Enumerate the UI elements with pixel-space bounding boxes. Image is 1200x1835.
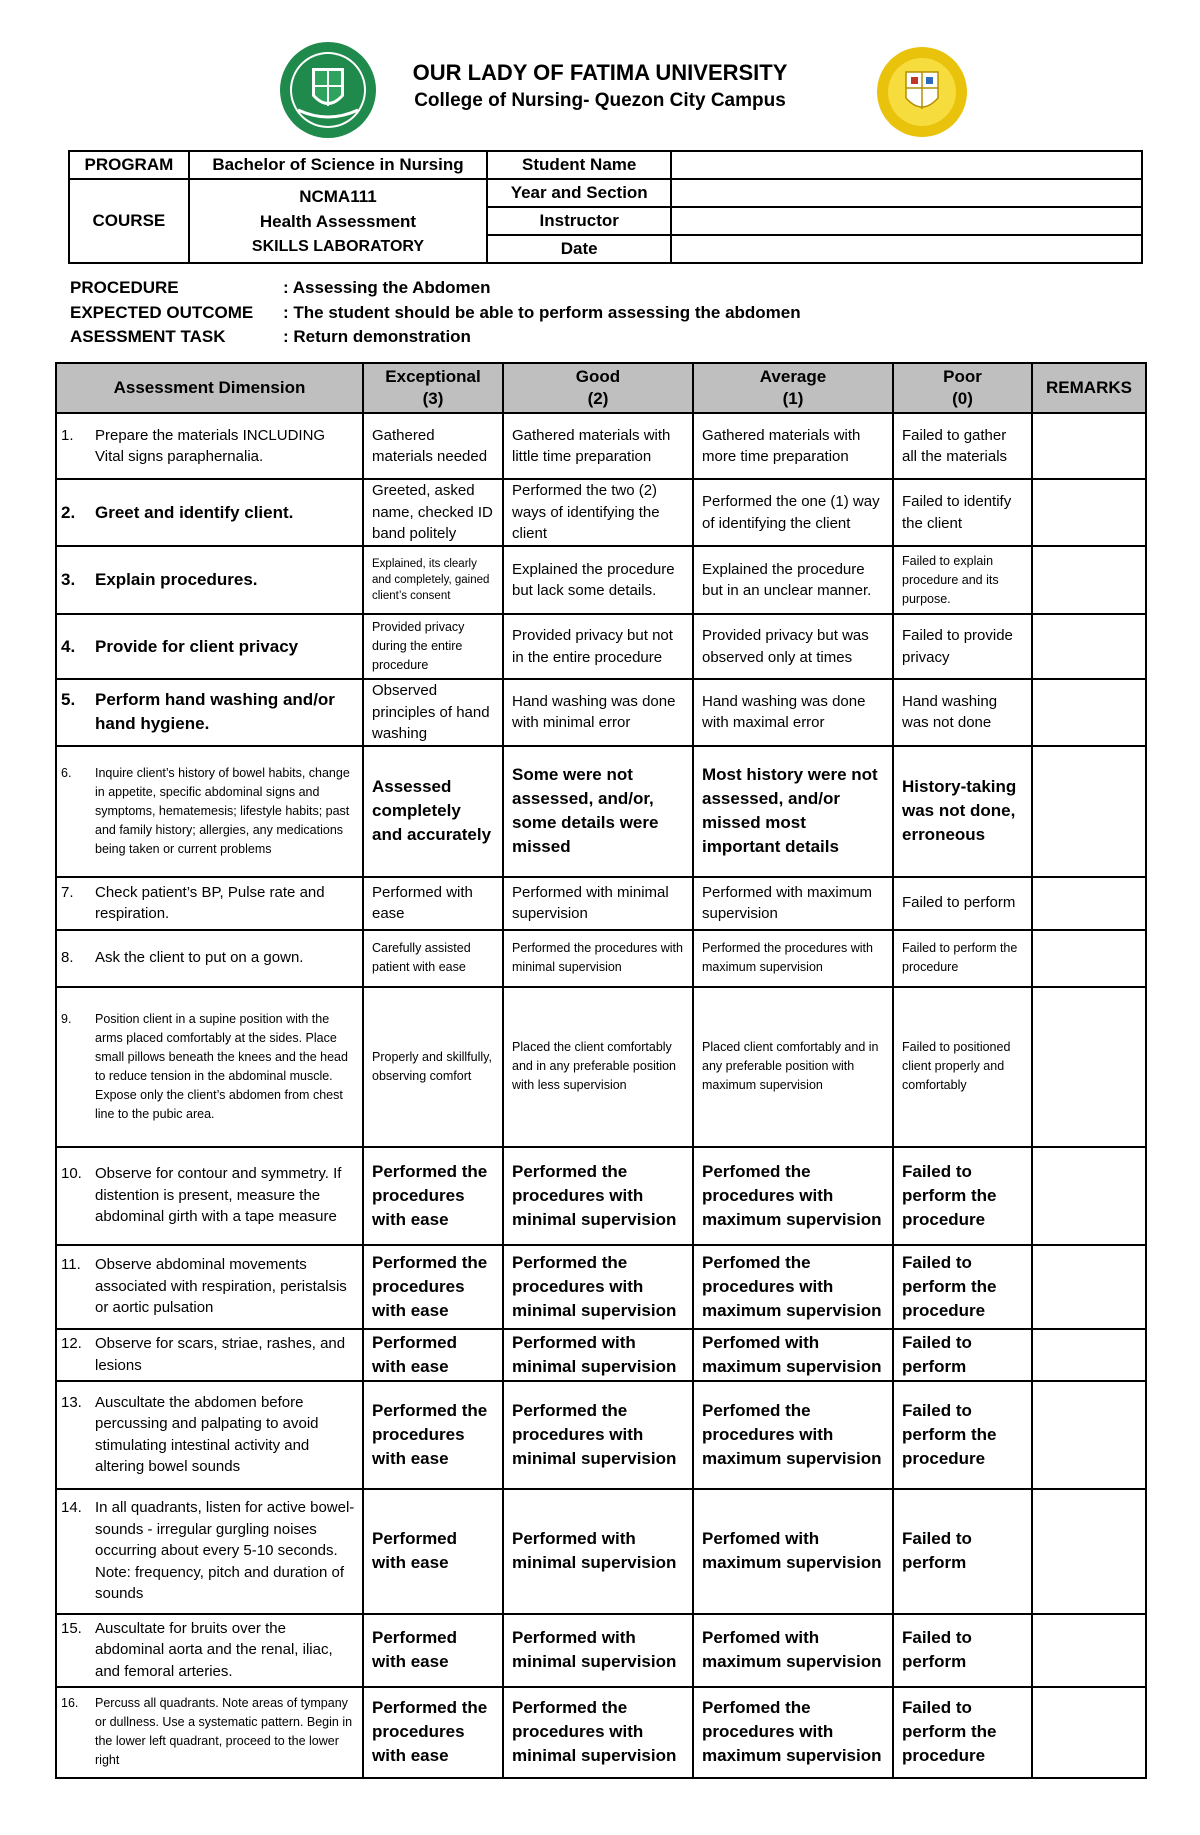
poor-cell: Failed to perform the procedure (893, 1147, 1032, 1245)
course-name: Health Assessment (259, 211, 417, 231)
exceptional-cell: Performed with ease (363, 1614, 503, 1687)
date-label: Date (487, 235, 671, 263)
good-cell: Placed the client comfortably and in any preferable position with less supervision (503, 987, 693, 1147)
rubric-row (56, 1381, 1146, 1489)
dimension-text: Provide for client privacy (95, 636, 299, 656)
item-number: 1. (61, 426, 74, 444)
dimension-text: Observe for contour and symmetry. If distention is present, measure the abdominal girth with a tape measure (95, 1165, 342, 1226)
dimension-text: Check patient’s BP, Pulse rate and respiration. (95, 883, 325, 922)
remarks-cell[interactable] (1032, 1687, 1146, 1778)
good-cell: Performed with minimal supervision (503, 1329, 693, 1381)
good-cell: Performed the two (2) ways of identifying the client (503, 479, 693, 546)
item-number: 5. (61, 690, 76, 710)
remarks-cell[interactable] (1032, 1147, 1146, 1245)
item-number: 6. (61, 765, 72, 780)
course-type: SKILLS LABORATORY (251, 237, 425, 255)
dimension-text: Position client in a supine position with the arms placed comfortably at the sides. Place small pillows beneath the knees and the head to reduce tension in the abdominal muscle. Expose only the client’s abdomen from chest line to the pubic area. (95, 1011, 348, 1121)
exceptional-cell: Gathered materials needed (363, 413, 503, 479)
student-name-label: Student Name (487, 151, 671, 179)
procedure-value: : Assessing the Abdomen (283, 278, 491, 297)
poor-cell: Failed to perform (893, 877, 1032, 930)
average-cell: Most history were not assessed, and/or missed most important details (693, 746, 893, 877)
item-number: 14. (61, 1499, 82, 1517)
good-cell: Performed the procedures with minimal supervision (503, 930, 693, 987)
remarks-cell[interactable] (1032, 746, 1146, 877)
rubric-row (56, 413, 1146, 479)
exceptional-cell: Performed the procedures with ease (363, 1245, 503, 1329)
exceptional-cell: Performed with ease (363, 1329, 503, 1381)
rubric-row (56, 930, 1146, 987)
remarks-cell[interactable] (1032, 1245, 1146, 1329)
dimension-text: Ask the client to put on a gown. (95, 949, 304, 967)
university-name: OUR LADY OF FATIMA UNIVERSITY (412, 60, 788, 85)
exceptional-cell: Greeted, asked name, checked ID band politely (363, 479, 503, 546)
dimension-cell (56, 987, 363, 1147)
dimension-cell (56, 413, 363, 479)
poor-cell: Hand washing was not done (893, 679, 1032, 746)
average-cell: Perfomed with maximum supervision (693, 1489, 893, 1614)
task-value: : Return demonstration (283, 327, 471, 346)
good-cell: Hand washing was done with minimal error (503, 679, 693, 746)
item-number: 15. (61, 1619, 82, 1637)
remarks-cell[interactable] (1032, 930, 1146, 987)
exceptional-cell: Performed the procedures with ease (363, 1381, 503, 1489)
year-section-label: Year and Section (487, 179, 671, 207)
remarks-cell[interactable] (1032, 413, 1146, 479)
dimension-cell (56, 546, 363, 614)
course-info-table (68, 150, 1143, 264)
exceptional-cell: Carefully assisted patient with ease (363, 930, 503, 987)
poor-cell: Failed to positioned client properly and comfortably (893, 987, 1032, 1147)
exceptional-cell: Provided privacy during the entire procedure (363, 614, 503, 679)
remarks-cell[interactable] (1032, 1489, 1146, 1614)
average-cell: Perfomed the procedures with maximum supervision (693, 1147, 893, 1245)
rubric-row (56, 1687, 1146, 1778)
dimension-text: Auscultate the abdomen before percussing and palpating to avoid stimulating intestinal activity and altering bowel sounds (95, 1393, 319, 1475)
dimension-text: Auscultate for bruits over the abdominal aorta and the renal, iliac, and femoral arteries. (95, 1619, 333, 1680)
average-cell: Performed with maximum supervision (693, 877, 893, 930)
exceptional-cell: Performed with ease (363, 877, 503, 930)
good-cell: Provided privacy but not in the entire procedure (503, 614, 693, 679)
dimension-text: Prepare the materials INCLUDING Vital signs paraphernalia. (95, 426, 326, 465)
exceptional-cell: Assessed completely and accurately (363, 746, 503, 877)
exceptional-cell: Performed the procedures with ease (363, 1147, 503, 1245)
college-name: College of Nursing- Quezon City Campus (414, 90, 786, 111)
dimension-cell (56, 1381, 363, 1489)
average-cell: Performed the procedures with maximum supervision (693, 930, 893, 987)
outcome-label: EXPECTED OUTCOME (70, 302, 254, 322)
poor-cell: History-taking was not done, erroneous (893, 746, 1032, 877)
item-number: 10. (61, 1165, 82, 1183)
good-cell: Performed with minimal supervision (503, 1489, 693, 1614)
remarks-cell[interactable] (1032, 479, 1146, 546)
poor-cell: Failed to perform the procedure (893, 1245, 1032, 1329)
instructor-label: Instructor (487, 207, 671, 235)
dimension-text: Explain procedures. (95, 570, 258, 589)
good-cell: Gathered materials with little time preparation (503, 413, 693, 479)
good-cell: Performed with minimal supervision (503, 877, 693, 930)
outcome-value: : The student should be able to perform assessing the abdomen (283, 302, 801, 322)
average-cell: Perfomed with maximum supervision (693, 1329, 893, 1381)
remarks-cell[interactable] (1032, 987, 1146, 1147)
poor-cell: Failed to explain procedure and its purpose. (893, 546, 1032, 614)
course-code: NCMA111 (299, 186, 377, 206)
rubric-row (56, 877, 1146, 930)
item-number: 13. (61, 1393, 82, 1411)
date-field[interactable] (671, 235, 1142, 263)
average-cell: Gathered materials with more time preparation (693, 413, 893, 479)
poor-cell: Failed to perform the procedure (893, 1381, 1032, 1489)
exceptional-cell: Explained, its clearly and completely, gained client’s consent (363, 546, 503, 614)
dimension-text: Observe abdominal movements associated with respiration, peristalsis or aortic pulsation (95, 1256, 347, 1317)
dimension-cell (56, 1614, 363, 1687)
rubric-row (56, 1614, 1146, 1687)
header-average: Average (1) (693, 363, 893, 413)
poor-cell: Failed to provide privacy (893, 614, 1032, 679)
course-label: COURSE (69, 179, 189, 263)
dimension-cell (56, 1147, 363, 1245)
item-number: 7. (61, 883, 74, 901)
rubric-row (56, 1245, 1146, 1329)
average-cell: Perfomed the procedures with maximum supervision (693, 1381, 893, 1489)
item-number: 3. (61, 570, 76, 589)
average-cell: Hand washing was done with maximal error (693, 679, 893, 746)
remarks-cell[interactable] (1032, 546, 1146, 614)
good-cell: Explained the procedure but lack some details. (503, 546, 693, 614)
rubric-row (56, 746, 1146, 877)
year-section-field[interactable] (671, 179, 1142, 207)
exceptional-cell: Performed the procedures with ease (363, 1687, 503, 1778)
remarks-cell[interactable] (1032, 1329, 1146, 1381)
dimension-cell (56, 679, 363, 746)
header-poor: Poor (0) (893, 363, 1032, 413)
remarks-cell[interactable] (1032, 614, 1146, 679)
item-number: 2. (61, 502, 76, 522)
good-cell: Performed with minimal supervision (503, 1614, 693, 1687)
average-cell: Placed client comfortably and in any preferable position with maximum supervision (693, 987, 893, 1147)
dimension-cell (56, 877, 363, 930)
dimension-cell (56, 746, 363, 877)
good-cell: Performed the procedures with minimal supervision (503, 1245, 693, 1329)
poor-cell: Failed to perform (893, 1329, 1032, 1381)
item-number: 9. (61, 1011, 72, 1026)
good-cell: Some were not assessed, and/or, some details were missed (503, 746, 693, 877)
dimension-text: Observe for scars, striae, rashes, and lesions (95, 1335, 346, 1374)
average-cell: Perfomed the procedures with maximum supervision (693, 1687, 893, 1778)
rubric-row (56, 614, 1146, 679)
average-cell: Perfomed the procedures with maximum supervision (693, 1245, 893, 1329)
item-number: 4. (61, 636, 76, 656)
remarks-cell[interactable] (1032, 1381, 1146, 1489)
program-label: PROGRAM (69, 151, 189, 179)
rubric-row (56, 679, 1146, 746)
poor-cell: Failed to perform (893, 1489, 1032, 1614)
item-number: 11. (61, 1256, 81, 1274)
task-label: ASESSMENT TASK (70, 327, 226, 346)
item-number: 16. (61, 1696, 79, 1710)
procedure-label: PROCEDURE (70, 278, 179, 297)
dimension-cell (56, 1245, 363, 1329)
average-cell: Explained the procedure but in an unclear manner. (693, 546, 893, 614)
program-value: Bachelor of Science in Nursing (189, 151, 487, 179)
dimension-text: Perform hand washing and/or hand hygiene. (95, 690, 335, 734)
student-name-field[interactable] (671, 151, 1142, 179)
poor-cell: Failed to perform the procedure (893, 930, 1032, 987)
dimension-text: Greet and identify client. (95, 502, 294, 522)
procedure-block (70, 278, 801, 352)
good-cell: Performed the procedures with minimal supervision (503, 1687, 693, 1778)
remarks-cell[interactable] (1032, 1614, 1146, 1687)
poor-cell: Failed to identify the client (893, 479, 1032, 546)
item-number: 12. (61, 1335, 82, 1352)
poor-cell: Failed to perform (893, 1614, 1032, 1687)
header-good: Good (2) (503, 363, 693, 413)
poor-cell: Failed to perform the procedure (893, 1687, 1032, 1778)
dimension-cell (56, 614, 363, 679)
rubric-row (56, 546, 1146, 614)
poor-cell: Failed to gather all the materials (893, 413, 1032, 479)
nursing-seal-icon (876, 46, 968, 138)
good-cell: Performed the procedures with minimal supervision (503, 1381, 693, 1489)
rubric-row (56, 1147, 1146, 1245)
good-cell: Performed the procedures with minimal supervision (503, 1147, 693, 1245)
dimension-text: In all quadrants, listen for active bowel-sounds - irregular gurgling noises occurring about every 5-10 seconds. Note: frequency, pitch and duration of sounds (95, 1499, 355, 1603)
remarks-cell[interactable] (1032, 877, 1146, 930)
dimension-text: Inquire client’s history of bowel habits, change in appetite, specific abdominal signs and symptoms, hematemesis; lifestyle habits; past and family history; allergies, any medications being taken or current problems (95, 765, 350, 856)
average-cell: Performed the one (1) way of identifying the client (693, 479, 893, 546)
dimension-cell (56, 1329, 363, 1381)
average-cell: Perfomed with maximum supervision (693, 1614, 893, 1687)
dimension-text: Percuss all quadrants. Note areas of tympany or dullness. Use a systematic pattern. Begin in the lower left quadrant, proceed to the lower right (95, 1696, 353, 1767)
header-dimension: Assessment Dimension (56, 363, 363, 413)
average-cell: Provided privacy but was observed only at times (693, 614, 893, 679)
dimension-cell (56, 479, 363, 546)
exceptional-cell: Properly and skillfully, observing comfort (363, 987, 503, 1147)
rubric-row (56, 1489, 1146, 1614)
rubric-table (55, 362, 1147, 1779)
item-number: 8. (61, 949, 74, 967)
instructor-field[interactable] (671, 207, 1142, 235)
header-exceptional: Exceptional (3) (363, 363, 503, 413)
course-details (189, 179, 487, 263)
dimension-cell (56, 1687, 363, 1778)
dimension-cell (56, 1489, 363, 1614)
remarks-cell[interactable] (1032, 679, 1146, 746)
header-remarks: REMARKS (1032, 363, 1146, 413)
exceptional-cell: Observed principles of hand washing (363, 679, 503, 746)
rubric-row (56, 1329, 1146, 1381)
dimension-cell (56, 930, 363, 987)
exceptional-cell: Performed with ease (363, 1489, 503, 1614)
rubric-row (56, 987, 1146, 1147)
rubric-row (56, 479, 1146, 546)
